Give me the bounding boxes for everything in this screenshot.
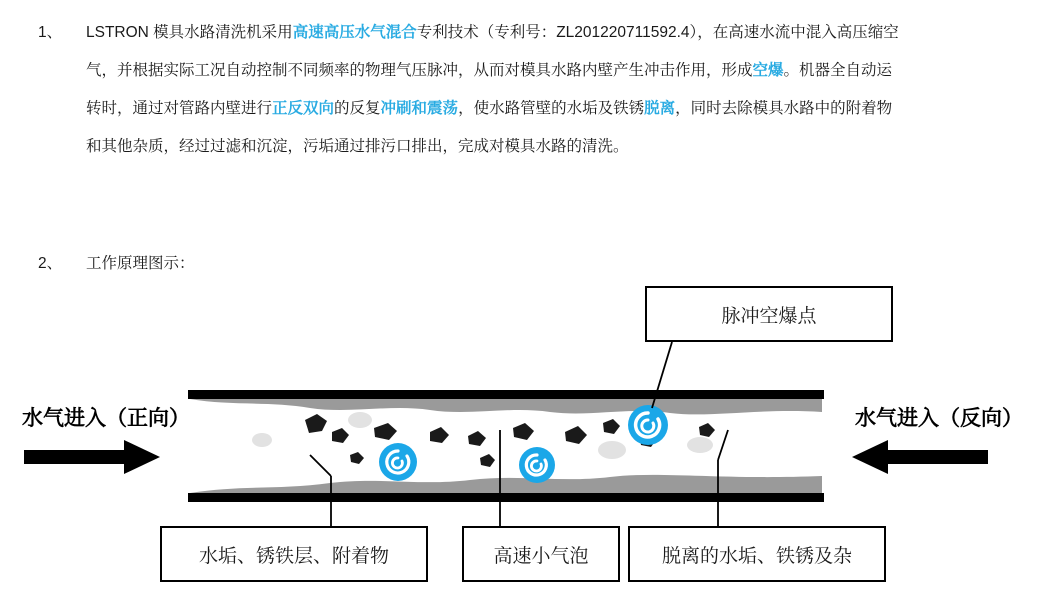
callout-scale-layer-label: 水垢、锈铁层、附着物	[198, 545, 389, 567]
pipe-wall-bottom	[188, 493, 824, 502]
bubble-icon-right	[628, 405, 668, 445]
p1l3-seg6-highlight: 脱离	[644, 100, 676, 117]
callout-detached-debris-label: 脱离的水垢、铁锈及杂	[661, 545, 852, 567]
paragraph-2-line-1	[38, 245, 638, 283]
pipe-wall-top	[188, 390, 824, 399]
p1l3-seg3: 的反复	[334, 100, 381, 117]
p1l2-seg2-highlight: 空爆	[752, 62, 784, 79]
p1l2-seg3: 。机器全自动运	[783, 62, 893, 79]
callout-fast-bubble	[462, 526, 620, 582]
arrow-reverse-icon	[852, 440, 988, 474]
list-number-2: 2、	[38, 255, 63, 272]
working-principle-diagram	[0, 280, 1048, 609]
deposit-layer-top	[190, 399, 822, 414]
callout-fast-bubble-label: 高速小气泡	[493, 545, 589, 567]
p1l1-seg1: LSTRON 模具水路清洗机采用	[86, 24, 293, 41]
p1l1-seg2-highlight: 高速高压水气混合	[292, 24, 417, 41]
callout-detached-debris	[628, 526, 886, 582]
paragraph-1-line-2	[38, 52, 1038, 90]
p1l3-seg2-highlight: 正反双向	[272, 100, 335, 117]
paragraph-2	[38, 245, 638, 283]
p1l4-seg1: 和其他杂质，经过过滤和沉淀，污垢通过排污口排出，完成对模具水路的清洗。	[86, 138, 629, 155]
paragraph-1	[38, 14, 1038, 166]
p2l1-seg1: 工作原理图示：	[86, 255, 195, 272]
callout-scale-layer	[160, 526, 428, 582]
callout-pulse-point-label: 脉冲空爆点	[721, 305, 817, 327]
arrow-forward-icon	[24, 440, 160, 474]
p1l3-seg1: 转时，通过对管路内壁进行	[86, 100, 273, 117]
p1l2-seg1: 气，并根据实际工况自动控制不同频率的物理气压脉冲，从而对模具水路内壁产生冲击作用，形成	[86, 62, 753, 79]
label-inlet-forward: 水气进入（正向）	[22, 407, 190, 430]
bubble-group	[379, 405, 668, 483]
p1l3-seg4-highlight: 冲刷和震荡	[380, 100, 459, 117]
list-number-1: 1、	[38, 24, 63, 41]
deposit-layer-bottom	[190, 475, 822, 493]
p1l3-seg5: ，使水路管壁的水垢及铁锈	[458, 100, 645, 117]
p1l3-seg7: ，同时去除模具水路中的附着物	[675, 100, 893, 117]
leader-debris-d	[718, 430, 728, 460]
paragraph-1-line-1	[38, 14, 1038, 52]
label-inlet-reverse: 水气进入（反向）	[855, 407, 1023, 430]
bubble-icon-mid	[519, 447, 555, 483]
bubble-icon-left	[379, 443, 417, 481]
callout-pulse-point	[645, 286, 893, 342]
paragraph-1-line-4	[38, 128, 1038, 166]
leader-scale-d	[310, 455, 331, 476]
paragraph-1-line-3	[38, 90, 1038, 128]
p1l1-seg3: 专利技术（专利号：ZL201220711592.4），在高速水流中混入高压缩空	[416, 24, 899, 41]
